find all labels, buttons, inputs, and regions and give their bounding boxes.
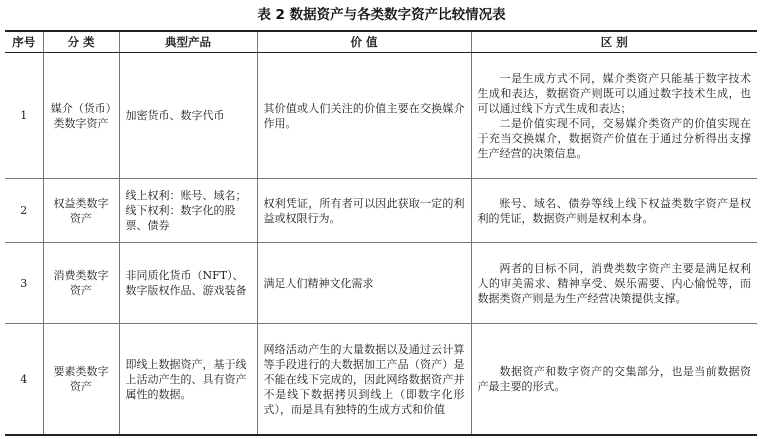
header-value: 价 值 [257,31,471,53]
row-products: 即线上数据资产，基于线上活动产生的、具有资产属性的数据。 [119,324,257,436]
row-number: 4 [5,324,43,436]
table-row [5,243,757,324]
row-number: 2 [5,179,43,243]
row-difference [471,243,757,324]
row-category: 媒介（货币）类数字资产 [43,53,119,179]
difference-paragraph: 数据资产和数字资产的交集部分，也是当前数据资产最主要的形式。 [477,365,751,393]
header-difference: 区 别 [471,31,757,53]
difference-paragraph: 二是价值实现不同，交易媒介类资产的价值实现在于充当交换媒介，数据资产价值在于通过分析得出支撑生产经营的决策信息。 [477,116,751,160]
row-value: 权利凭证，所有者可以因此获取一定的利益或权限行为。 [257,179,471,243]
row-difference [471,53,757,179]
difference-paragraph: 一是生成方式不同，媒介类资产只能基于数字技术生成和表达，数据资产则既可以通过数字技术生成，也可以通过线下方式生成和表达； [477,71,751,115]
row-value: 网络活动产生的大量数据以及通过云计算等手段进行的大数据加工产品（资产）是不能在线下完成的，因此网络数据资产并不是线下数据拷贝到线上（即数字化形式），而是具有独特的生成方式和价值 [257,324,471,436]
header-row [5,31,757,53]
row-number: 3 [5,243,43,324]
row-category: 要素类数字资产 [43,324,119,436]
row-category: 权益类数字资产 [43,179,119,243]
table-row [5,179,757,243]
row-difference [471,324,757,436]
row-products: 线上权利：账号、域名；线下权利：数字化的股票、债券 [119,179,257,243]
header-products: 典型产品 [119,31,257,53]
header-category: 分 类 [43,31,119,53]
difference-paragraph: 两者的目标不同，消费类数字资产主要是满足权利人的审美需求、精神享受、娱乐需要、内心愉悦等，而数据类资产则是为生产经营决策提供支撑。 [477,261,751,305]
table-caption: 表 2 数据资产与各类数字资产比较情况表 [257,7,506,23]
row-value: 其价值或人们关注的价值主要在交换媒介作用。 [257,53,471,179]
row-value: 满足人们精神文化需求 [257,243,471,324]
row-number: 1 [5,53,43,179]
row-products: 非同质化货币（NFT）、数字版权作品、游戏装备 [119,243,257,324]
row-category: 消费类数字资产 [43,243,119,324]
comparison-table [5,30,757,436]
difference-paragraph: 账号、域名、债券等线上线下权益类数字资产是权利的凭证，数据资产则是权利本身。 [477,196,751,225]
header-no: 序号 [5,31,43,53]
table-row [5,324,757,436]
row-difference [471,179,757,243]
row-products: 加密货币、数字代币 [119,53,257,179]
table-row [5,53,757,179]
